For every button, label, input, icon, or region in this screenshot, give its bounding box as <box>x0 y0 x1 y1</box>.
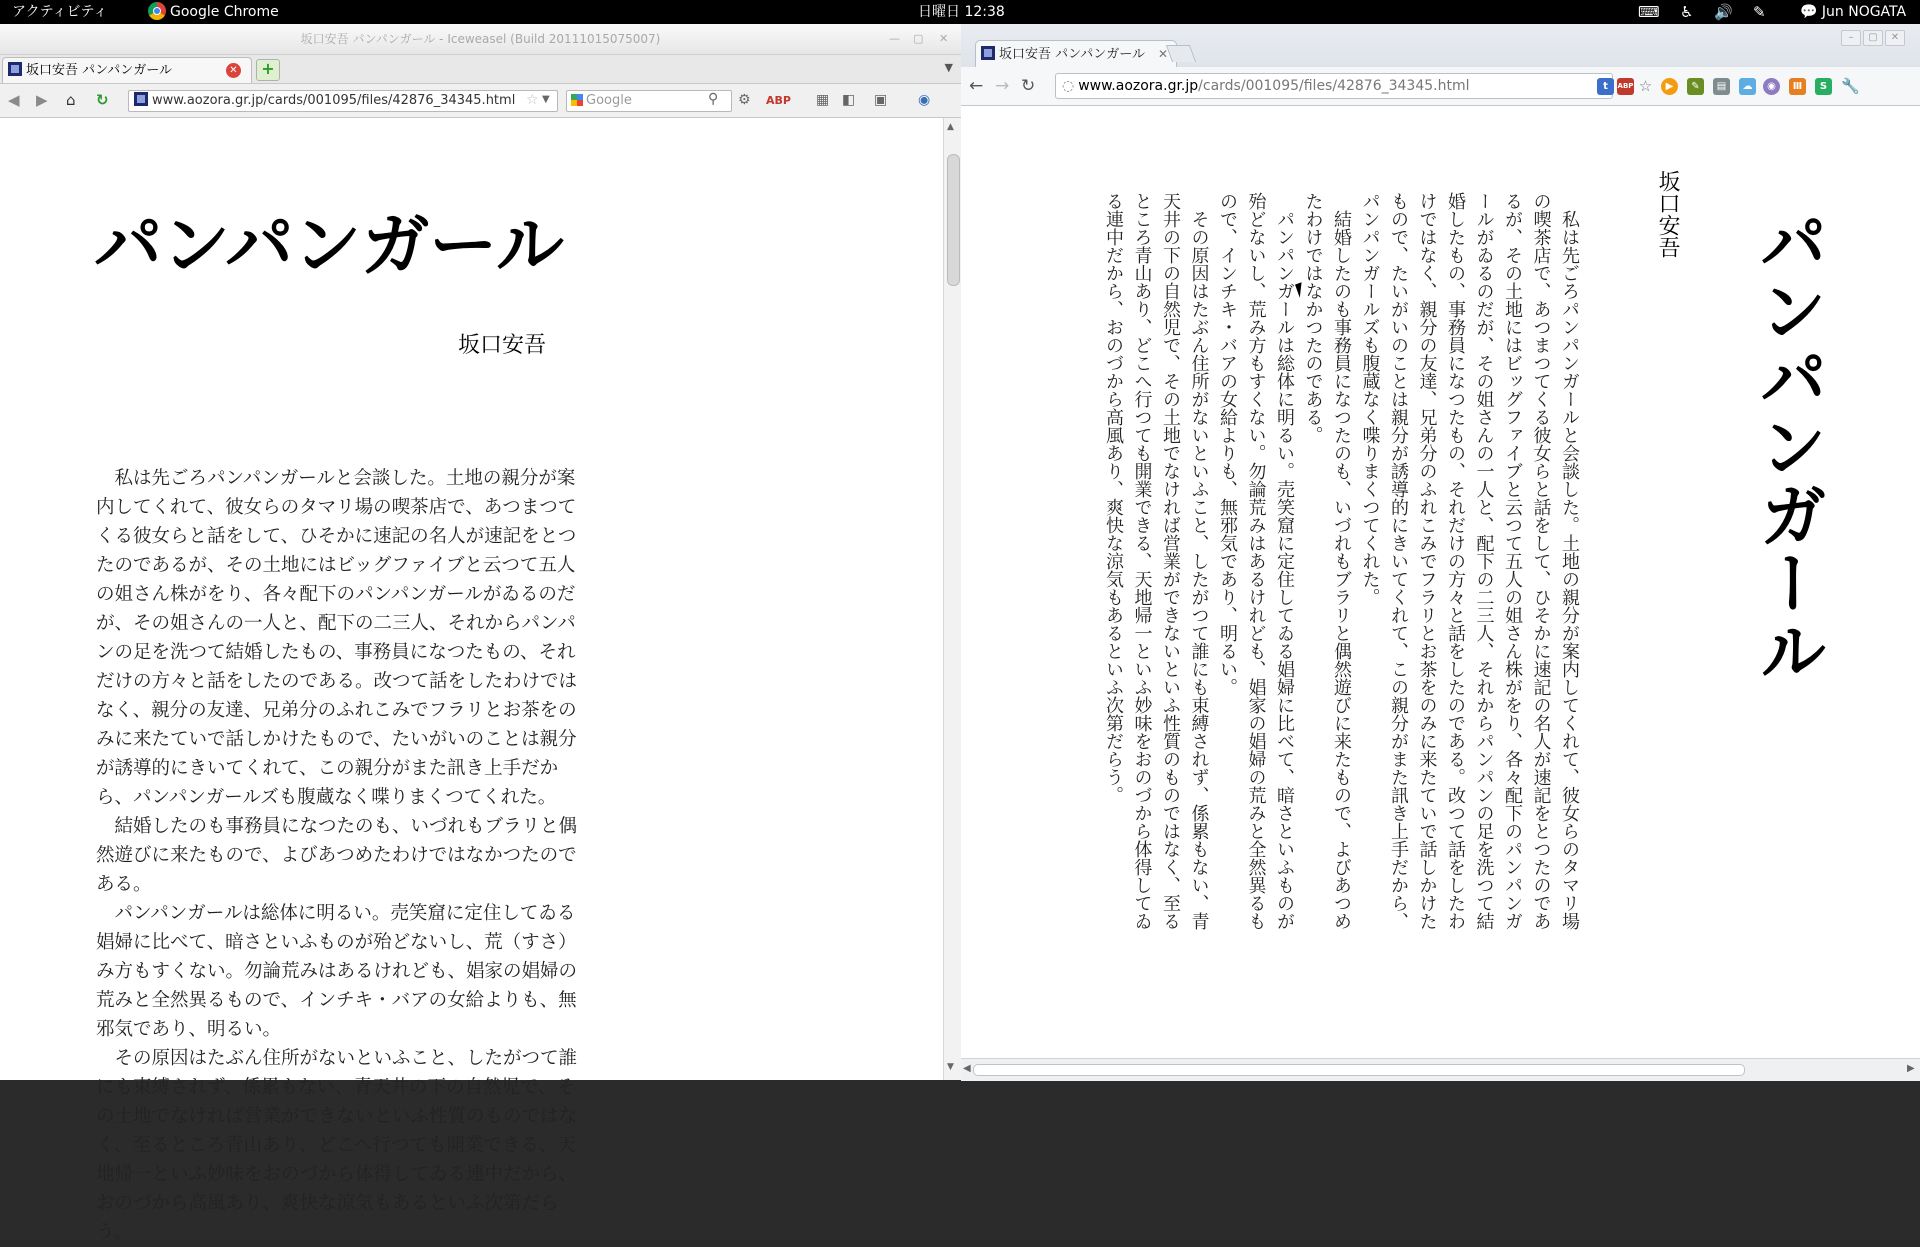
user-menu[interactable] <box>1800 0 1906 24</box>
tab-title: 坂口安吾 パンパンガール <box>999 47 1145 62</box>
addon-icon[interactable]: ⚙ <box>738 92 751 108</box>
tab-close-icon[interactable]: ✕ <box>1157 47 1168 61</box>
adblock-icon[interactable]: ABP <box>766 94 791 107</box>
paragraph: 結婚したのも事務員になつたのも、いづれもブラリと偶然遊びに来たもので、よびあつめたわけではなかつたのである。 <box>96 816 578 895</box>
volume-icon[interactable]: 🔊 <box>1714 3 1733 21</box>
scroll-down-icon[interactable]: ▼ <box>947 1062 954 1072</box>
site-favicon-icon <box>134 92 148 106</box>
window-icon[interactable]: ◧ <box>842 92 856 108</box>
author-name: 坂口安吾 <box>458 333 547 358</box>
maximize-icon[interactable]: ▢ <box>913 32 924 45</box>
forward-icon[interactable]: ▶ <box>36 91 48 109</box>
paragraph: 結婚したのも事務員になつたのも、いづれもブラリと偶然遊びに来たもので、よびあつめたわけではなかつたのである。 <box>1302 192 1352 930</box>
aozora-favicon-icon <box>981 46 995 60</box>
tab-list-chevron-down-icon[interactable]: ▼ <box>944 61 953 74</box>
new-tab-button[interactable] <box>1166 45 1196 62</box>
scrollbar-thumb[interactable] <box>947 154 960 286</box>
paragraph: 私は先ごろパンパンガールと会談した。土地の親分が案内してくれて、彼女らのタマリ場の喫茶店で、あつまつてくる彼女らと話をして、ひそかに速記の名人が速記をとつたのであるが、その土地にはビッグファイブと云つて五人の姐さん株がをり、各々配下のパンパンガールがゐるのだが、その姐さんの一人と、配下の二三人、それからパンパンの足を洗つて結婚したもの、事務員になつたもの、それだけの方々と話をしたのである。改つて話をしたわけではなく、親分の友達、兄弟分のふれこみでフラリとお茶をのみに来たていで話しかけたもので、たいがいのことは親分が誘導的にきいてくれて、この親分がまた訊き上手だから、パンパンガールズも腹蔵なく喋りまくつてくれた。 <box>96 468 578 808</box>
chrome-window <box>961 24 1920 1080</box>
omnibox[interactable] <box>1055 73 1613 99</box>
tab-bar <box>0 55 961 84</box>
scroll-up-icon[interactable]: ▲ <box>947 122 954 132</box>
clock[interactable]: 日曜日 12:38 <box>918 4 1005 20</box>
pen-icon[interactable]: ✎ <box>1753 3 1766 21</box>
page-content <box>961 106 1920 1058</box>
home-icon[interactable]: ⌂ <box>66 91 76 109</box>
app-name: Google Chrome <box>170 4 279 20</box>
navigation-toolbar <box>0 84 961 118</box>
screenshot-icon[interactable]: ▣ <box>874 92 888 108</box>
url-dropdown-chevron-down-icon[interactable]: ▼ <box>542 94 550 105</box>
keyboard-icon[interactable]: ⌨ <box>1638 3 1660 21</box>
tab-panpan[interactable] <box>2 57 252 83</box>
tab-strip <box>961 24 1920 67</box>
extension-cloud-icon[interactable]: ☁ <box>1739 78 1756 95</box>
back-icon[interactable]: ◀ <box>8 91 20 109</box>
main-text-vertical <box>983 192 1583 932</box>
extension-bars-icon[interactable]: Ⅲ <box>1789 78 1806 95</box>
page-content <box>0 118 943 1243</box>
page-title: パンパンガール <box>1748 208 1827 684</box>
url-bar[interactable] <box>128 90 558 112</box>
minimize-icon[interactable]: – <box>1841 30 1861 46</box>
chrome-toolbar <box>961 67 1920 106</box>
google-icon <box>571 94 583 106</box>
wrench-menu-icon[interactable]: 🔧 <box>1841 77 1860 95</box>
vertical-scrollbar[interactable] <box>943 118 962 1080</box>
media-play-icon[interactable]: ▶ <box>1661 78 1678 95</box>
user-name: Jun NOGATA <box>1821 4 1907 20</box>
app-menu[interactable] <box>148 0 279 24</box>
accessibility-icon[interactable]: ♿ <box>1680 3 1694 21</box>
extension-icon[interactable]: ✎ <box>1687 78 1704 95</box>
translate-icon[interactable]: t <box>1597 78 1614 95</box>
extension-box-icon[interactable]: ▤ <box>1713 78 1730 95</box>
bookmark-star-icon[interactable]: ☆ <box>1638 77 1653 95</box>
new-tab-button[interactable]: + <box>256 59 280 81</box>
activities-button[interactable]: アクティビティ <box>12 4 108 20</box>
iceweasel-window <box>0 24 961 1243</box>
reload-icon[interactable]: ↻ <box>96 91 109 109</box>
page-info-icon[interactable]: ◌ <box>1062 78 1075 94</box>
window-titlebar <box>0 24 961 55</box>
url-path: /cards/001095/files/42876_34345.html <box>1198 78 1470 94</box>
scroll-left-icon[interactable]: ◀ <box>963 1063 971 1074</box>
tab-title: 坂口安吾 パンパンガール <box>26 63 172 78</box>
search-binoculars-icon[interactable]: ⚲ <box>708 91 719 107</box>
page-title: パンパンガール <box>94 207 564 286</box>
tab-close-icon[interactable]: ✕ <box>226 63 241 78</box>
close-icon[interactable]: ✕ <box>1885 30 1905 46</box>
window-title: 坂口安吾 パンパンガール - Iceweasel (Build 20111015075007) <box>300 32 661 46</box>
bookmark-star-icon[interactable]: ☆ <box>526 92 539 108</box>
paragraph: 私は先ごろパンパンガールと会談した。土地の親分が案内してくれて、彼女らのタマリ場の喫茶店で、あつまつてくる彼女らと話をして、ひそかに速記の名人が速記をとつたのであるが、その土地にはビッグファイブと云つて五人の姐さん株がをり、各々配下のパンパンガールがゐるのだが、その姐さんの一人と、配下の二三人、それからパンパンの足を洗つて結婚したもの、事務員になつたもの、それだけの方々と話をしたのである。改つて話をしたわけではなく、親分の友達、兄弟分のふれこみでフラリとお茶をのみに来たていで話しかけたもので、たいがいのことは親分が誘導的にきいてくれて、この親分がまた訊き上手だから、パンパンガールズも腹蔵なく喋りまくつてくれた。 <box>1359 192 1580 930</box>
back-arrow-icon[interactable]: ← <box>969 76 984 96</box>
horizontal-scrollbar[interactable] <box>961 1058 1920 1081</box>
top-panel <box>0 0 1920 24</box>
scroll-right-icon[interactable]: ▶ <box>1907 1063 1915 1074</box>
chat-icon: 💬 <box>1800 4 1818 20</box>
paragraph: その原因はたぶん住所がないといふこと、したがつて誰にも束縛されず、係累もない、青天井の下の自然児で、その土地でなければ営業ができないといふ性質のものではなく、至るところ青山あり、どこへ行つても開業できる、天地帰一といふ妙味をおのづから体得してゐる連中だから、おのづから高風あり、爽快な涼気もあるといふ次第だらう。 <box>1103 192 1210 930</box>
paragraph: パンパンガールは総体に明るい。売笑窟に定住してゐる娼婦に比べて、暗さといふものが殆どないし、荒（すさ）み方もすくない。勿論荒みはあるけれども、娼家の娼婦の荒みと全然異るもので、インチキ・バアの女給よりも、無邪気であり、明るい。 <box>96 903 578 1040</box>
minimize-icon[interactable]: — <box>889 32 900 45</box>
reload-icon[interactable]: ↻ <box>1021 76 1036 96</box>
url-text: www.aozora.gr.jp/cards/001095/files/42876_34345.html <box>152 93 516 108</box>
author-name: 坂口安吾 <box>1655 170 1680 258</box>
search-placeholder: Google <box>586 93 632 108</box>
scrollbar-thumb[interactable] <box>973 1064 1745 1076</box>
adblock-icon[interactable]: ABP <box>1617 78 1634 95</box>
main-text <box>96 464 589 1247</box>
paragraph: その原因はたぶん住所がないといふこと、したがつて誰にも束縛されず、係累もない、青天井の下の自然児で、その土地でなければ営業ができないといふ性質のものではなく、至るところ青山あり、どこへ行つても開業できる、天地帰一といふ妙味をおのづから体得してゐる連中だから、おのづから高風あり、爽快な涼気もあるといふ次第だらう。 <box>96 1048 578 1243</box>
close-icon[interactable]: ✕ <box>939 32 949 45</box>
forward-arrow-icon[interactable]: → <box>995 76 1010 96</box>
extension-globe-icon[interactable]: ◉ <box>1763 78 1780 95</box>
tab-panpan[interactable] <box>975 40 1177 68</box>
grid-icon[interactable]: ▦ <box>816 92 830 108</box>
paragraph: パンパンガールは総体に明るい。売笑窟に定住してゐる娼婦に比べて、暗さといふものが殆どないし、荒み方もすくない。勿論荒みはあるけれども、娼家の娼婦の荒みと全然異るもので、インチキ・バアの女給よりも、無邪気であり、明るい。 <box>1217 192 1295 930</box>
aozora-favicon-icon <box>8 62 22 76</box>
chrome-logo-icon <box>148 2 166 20</box>
extension-badge-icon[interactable]: S <box>1815 78 1832 95</box>
maximize-icon[interactable]: ▢ <box>1863 30 1883 46</box>
globe-icon[interactable]: ◉ <box>918 92 931 108</box>
url-host: www.aozora.gr.jp <box>1078 78 1199 94</box>
